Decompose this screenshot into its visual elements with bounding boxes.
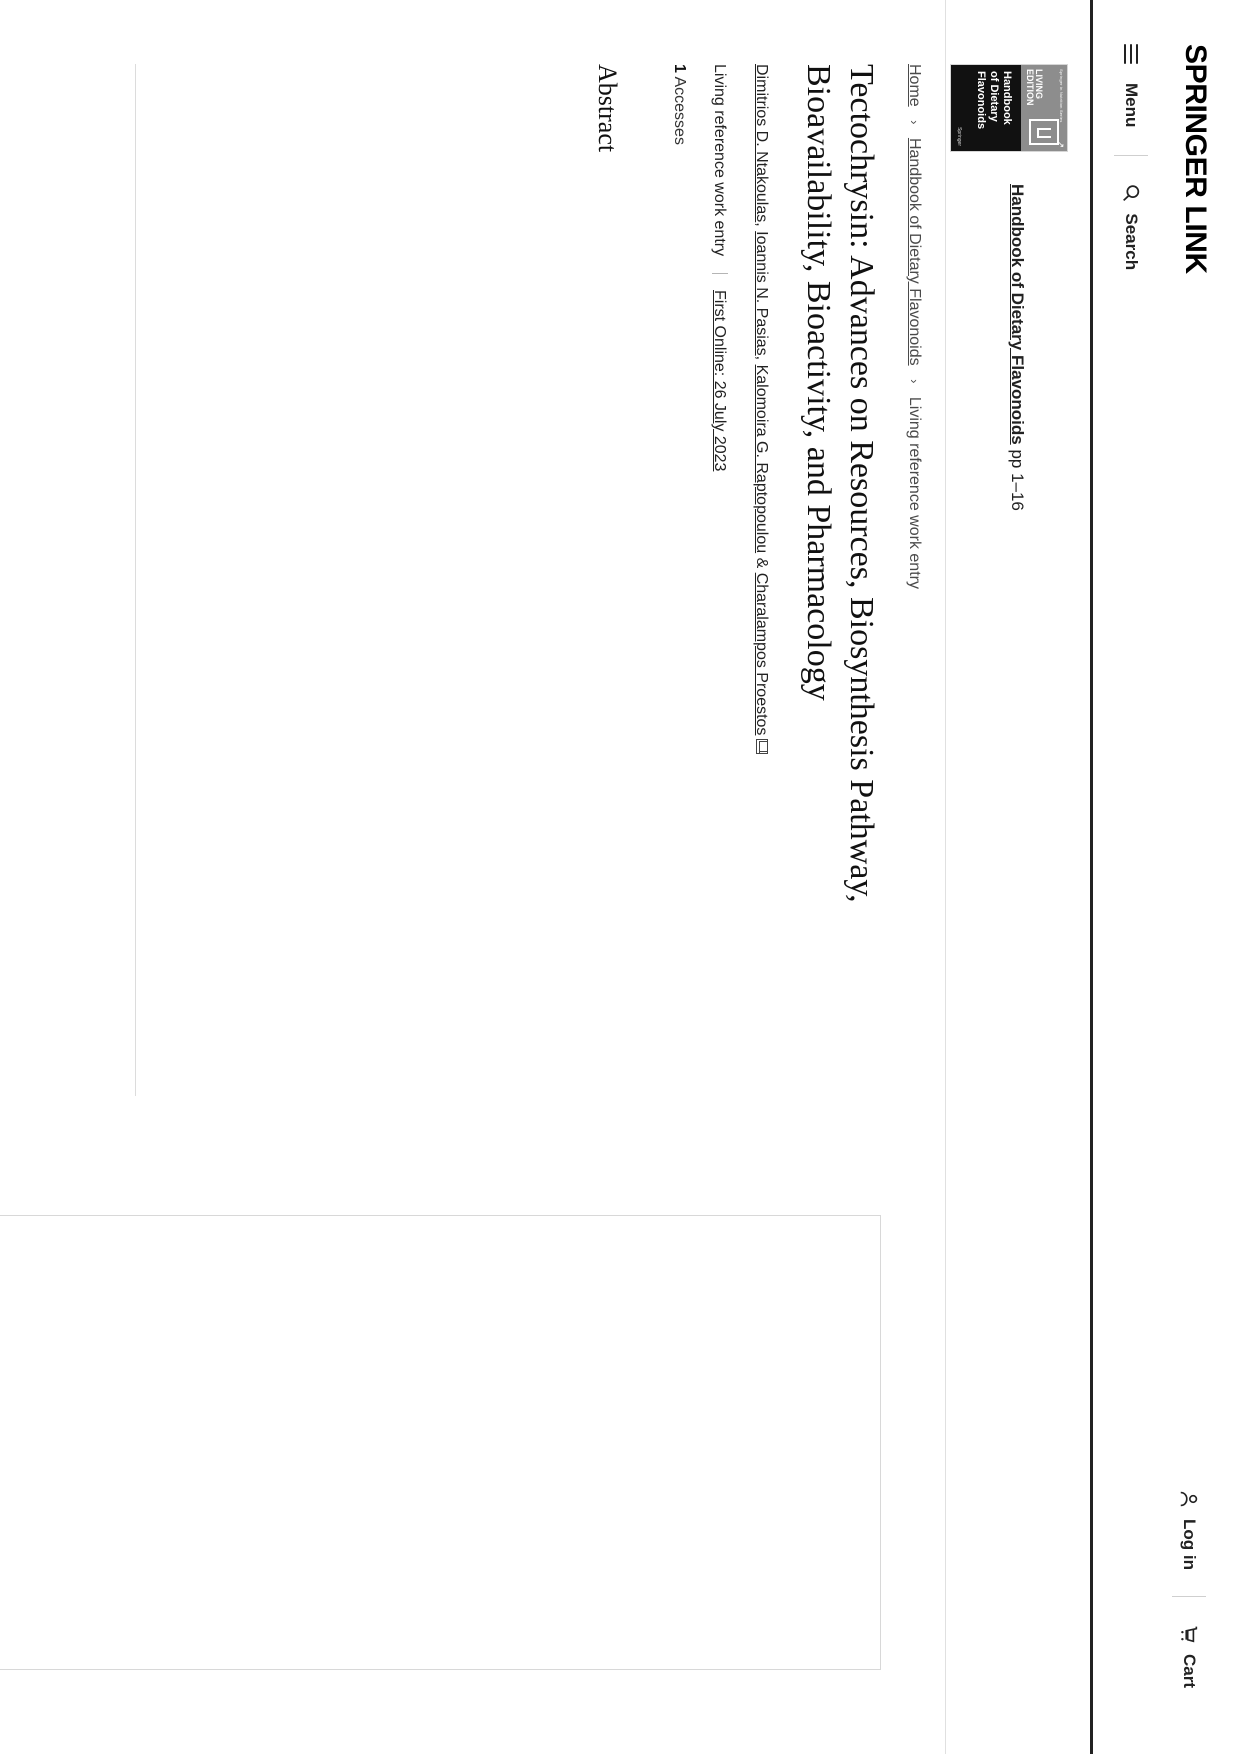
book-title-and-pages — [1007, 184, 1027, 511]
article-column — [592, 64, 945, 1164]
author-link-2[interactable]: Ioannis N. Pasias — [753, 231, 770, 356]
cover-publisher-label: Springer — [956, 127, 962, 146]
search-icon — [1120, 182, 1142, 204]
author-sep-1: , — [753, 222, 770, 232]
page-title: Tectochrysin: Advances on Resources, Biosynthesis Pathway, Bioavailability, Bioactivity, and Pharmacology — [800, 64, 880, 903]
book-title-link[interactable]: Handbook of Dietary Flavonoids — [1008, 184, 1027, 445]
search-button[interactable] — [1120, 156, 1142, 296]
search-label: Search — [1122, 213, 1141, 271]
first-online-date: First Online: 26 July 2023 — [711, 290, 728, 472]
entry-type-line — [710, 64, 728, 1164]
login-label: Log in — [1180, 1519, 1199, 1570]
hamburger-menu-icon — [1124, 44, 1138, 64]
cover-arrow-icon: ↗ — [1056, 140, 1066, 148]
access-count: 1 — [671, 64, 688, 73]
site-header — [1090, 0, 1240, 1754]
side-rail-panel — [0, 1215, 881, 1670]
access-metrics — [670, 64, 688, 1164]
abstract-heading: Abstract — [593, 64, 622, 153]
access-label: Accesses — [671, 76, 688, 145]
email-envelope-icon[interactable] — [756, 739, 768, 754]
breadcrumb-item-home[interactable]: Home — [906, 64, 923, 107]
section-divider — [135, 64, 136, 1096]
cover-living-edition-label: LIVING EDITION — [1025, 69, 1044, 106]
entry-type-label: Living reference work entry — [711, 64, 728, 257]
header-actions — [1172, 1462, 1206, 1714]
breadcrumb-item-current: Living reference work entry — [906, 396, 923, 589]
cover-living-glyph-icon — [1029, 119, 1059, 145]
user-account-icon — [1178, 1488, 1200, 1510]
book-context-bar — [945, 0, 1090, 1754]
author-sep-2: , — [753, 355, 770, 365]
menu-label: Menu — [1122, 83, 1141, 128]
breadcrumb-separator-icon: › — [907, 120, 922, 125]
breadcrumb — [905, 64, 945, 1164]
book-pages: pp 1–16 — [1008, 449, 1027, 511]
login-button[interactable] — [1178, 1462, 1200, 1596]
springer-link-logo[interactable]: SPRINGER LINK — [1179, 44, 1212, 274]
cart-label: Cart — [1180, 1653, 1199, 1688]
author-link-3[interactable]: Kalomoira G. Raptopoulou — [753, 364, 770, 554]
shopping-cart-icon — [1178, 1623, 1200, 1645]
menu-button[interactable] — [1121, 44, 1141, 155]
author-link-1[interactable]: Dimitrios D. Ntakoulas — [753, 64, 770, 223]
breadcrumb-separator-icon-2: › — [907, 379, 922, 384]
author-sep-3: & — [753, 553, 770, 573]
book-cover-image[interactable] — [950, 64, 1068, 152]
breadcrumb-item-book[interactable]: Handbook of Dietary Flavonoids — [906, 137, 923, 366]
cover-top-band — [1021, 65, 1067, 151]
cover-series-label: Springer in Nutrition Series — [1059, 69, 1064, 123]
type-divider — [712, 273, 728, 274]
cover-title: Handbook of Dietary Flavonoids — [975, 71, 1013, 130]
author-link-4[interactable]: Charalampos Proestos — [753, 572, 770, 736]
author-list — [748, 64, 775, 1074]
header-nav — [1114, 44, 1148, 296]
main-content — [570, 0, 945, 1754]
cart-button[interactable] — [1178, 1597, 1200, 1714]
